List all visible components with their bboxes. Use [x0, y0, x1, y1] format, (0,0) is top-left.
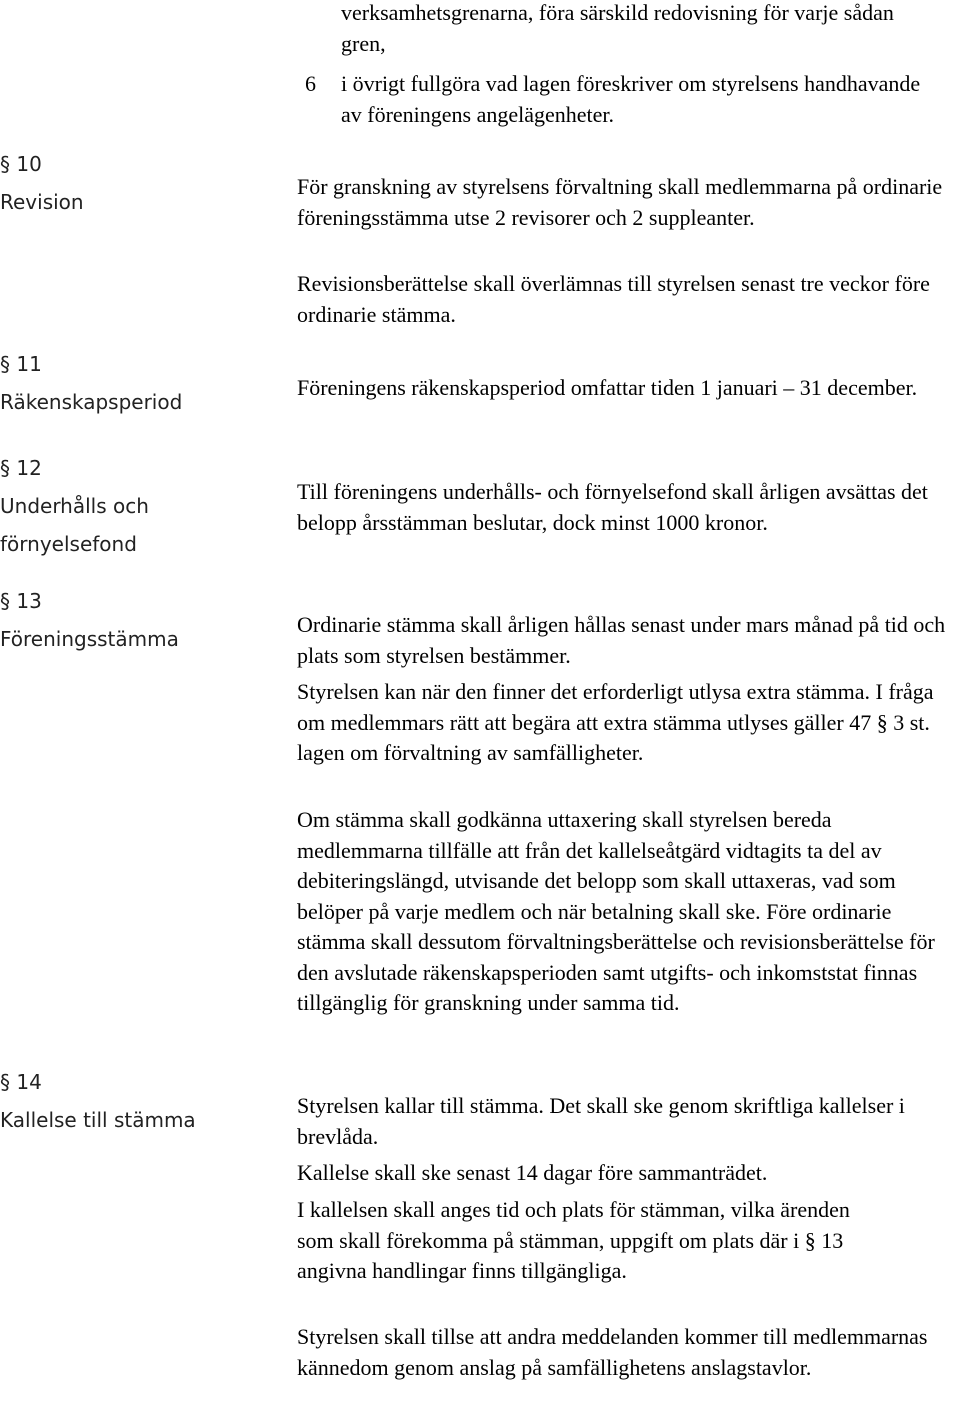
list-item-6-text: i övrigt fullgöra vad lagen föreskriver om styrelsens handhavande av föreningens angelägenheter.: [341, 71, 921, 127]
section-number: § 14: [0, 1070, 42, 1094]
kallelse-paragraph-2: Kallelse skall ske senast 14 dagar före sammanträdet.: [297, 1160, 768, 1185]
list-item-5-text: verksamhetsgrenarna, föra särskild redovisning för varje sådan gren,: [341, 0, 894, 56]
section-heading-11: [0, 345, 240, 421]
revision-paragraph-2: Revisionsberättelse skall överlämnas till styrelsen senast tre veckor före ordinarie stämma.: [297, 271, 930, 327]
revision-paragraph-1: För granskning av styrelsens förvaltning skall medlemmarna på ordinarie föreningsstämma utse 2 revisorer och 2 suppleanter.: [297, 174, 943, 230]
section-title: Revision: [0, 190, 84, 214]
section-heading-10: [0, 145, 240, 221]
stamma-paragraph-1: Ordinarie stämma skall årligen hållas senast under mars månad på tid och plats som styrelsen bestämmer.: [297, 612, 946, 668]
section-heading-13: [0, 582, 240, 658]
section-number: § 12: [0, 456, 42, 480]
kallelse-paragraph-1: Styrelsen kallar till stämma. Det skall ske genom skriftliga kallelser i brevlåda.: [297, 1093, 905, 1149]
section-title: Föreningsstämma: [0, 627, 179, 651]
section-heading-12: [0, 449, 240, 563]
period-paragraph: Föreningens räkenskapsperiod omfattar tiden 1 januari – 31 december.: [297, 375, 918, 400]
section-title-line-1: Underhålls och: [0, 494, 149, 518]
section-heading-14: [0, 1063, 240, 1139]
section-number: § 10: [0, 152, 42, 176]
stamma-paragraph-3: Om stämma skall godkänna uttaxering skall styrelsen bereda medlemmarna tillfälle att från det kallelseåtgärd vidtagits ta del av debiteringslängd, utvisande det belopp som skall uttaxeras, vad som belöper på varje medlem och när betalning skall ske. Före ordinarie stämma skall dessutom förvaltningsberättelse och revisionsberättelse för den avslutade räkenskapsperioden samt utgifts- och inkomststat finnas tillgänglig för granskning under samma tid.: [297, 807, 935, 1015]
fond-paragraph: Till föreningens underhålls- och förnyelsefond skall årligen avsättas det belopp årsstämman beslutar, dock minst 1000 kronor.: [297, 479, 928, 535]
section-title: Räkenskapsperiod: [0, 390, 183, 414]
kallelse-paragraph-3: I kallelsen skall anges tid och plats för stämman, vilka ärenden som skall förekomma på stämman, uppgift om plats där i § 13 angivna handlingar finns tillgängliga.: [297, 1197, 850, 1283]
section-number: § 13: [0, 589, 42, 613]
section-number: § 11: [0, 352, 42, 376]
section-title-line-2: förnyelsefond: [0, 532, 137, 556]
stamma-paragraph-2: Styrelsen kan när den finner det erforderligt utlysa extra stämma. I fråga om medlemmars rätt att begära att extra stämma utlyses gäller 47 § 3 st. lagen om förvaltning av samfälligheter.: [297, 679, 934, 765]
section-title: Kallelse till stämma: [0, 1108, 196, 1132]
kallelse-paragraph-4: Styrelsen skall tillse att andra meddelanden kommer till medlemmarnas kännedom genom anslag på samfällighetens anslagstavlor.: [297, 1324, 928, 1380]
list-item-6-number: 6: [305, 71, 316, 96]
